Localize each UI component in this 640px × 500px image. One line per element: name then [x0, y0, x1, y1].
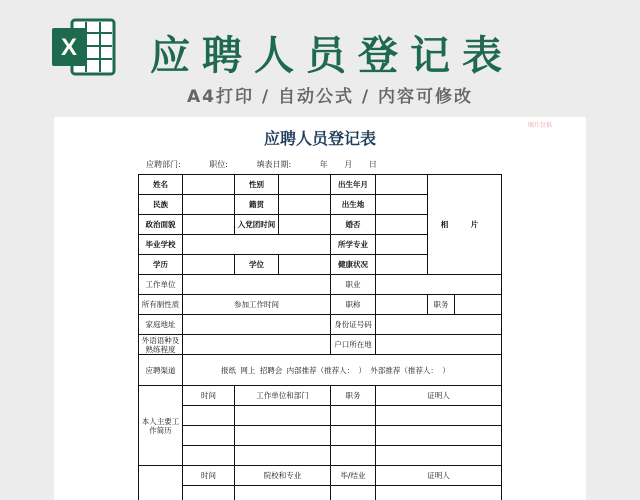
label-education-history: [139, 466, 183, 500]
field-health[interactable]: [376, 255, 428, 275]
meta-month: 月: [344, 160, 353, 169]
wh-cell[interactable]: [235, 406, 331, 426]
label-marital: 婚否: [331, 215, 376, 235]
label-name: 姓名: [139, 175, 183, 195]
wh-header-unit: 工作单位和部门: [235, 386, 331, 406]
banner-title: 应聘人员登记表: [150, 33, 514, 79]
label-ethnicity: 民族: [139, 195, 183, 215]
wh-cell[interactable]: [376, 406, 502, 426]
label-language: 外语语种及熟练程度: [139, 335, 183, 355]
channel-options[interactable]: 报纸 网上 招聘会 内部推荐（推荐人： ） 外部推荐（推荐人： ）: [183, 355, 502, 386]
wh-cell[interactable]: [376, 446, 502, 466]
wh-header-duty: 职务: [331, 386, 376, 406]
label-party-time: 入党团时间: [235, 215, 279, 235]
label-birth: 出生年月: [331, 175, 376, 195]
wh-cell[interactable]: [376, 426, 502, 446]
label-education: 学历: [139, 255, 183, 275]
label-birthplace: 出生地: [331, 195, 376, 215]
label-work-history: 本人主要工作简历: [139, 386, 183, 466]
wh-cell[interactable]: [331, 446, 376, 466]
wh-header-witness: 证明人: [376, 386, 502, 406]
ed-header-school: 院校和专业: [235, 466, 331, 486]
banner-subtitle: A4打印 / 自动公式 / 内容可修改: [186, 87, 474, 107]
field-duty[interactable]: [455, 295, 502, 315]
label-employer: 工作单位: [139, 275, 183, 295]
field-ethnicity[interactable]: [183, 195, 235, 215]
field-name[interactable]: [183, 175, 235, 195]
meta-dept: 应聘部门:: [146, 160, 181, 169]
field-occupation[interactable]: [376, 275, 502, 295]
field-title[interactable]: [376, 295, 428, 315]
label-address: 家庭地址: [139, 315, 183, 335]
field-hukou[interactable]: [376, 335, 502, 355]
wh-cell[interactable]: [183, 446, 235, 466]
registration-form: [138, 174, 502, 500]
field-major[interactable]: [376, 235, 428, 255]
banner: [0, 0, 640, 118]
field-employer[interactable]: [183, 275, 331, 295]
field-degree[interactable]: [279, 255, 331, 275]
field-party-time[interactable]: [279, 215, 331, 235]
ed-header-witness: 证明人: [376, 466, 502, 486]
wh-cell[interactable]: [183, 406, 235, 426]
field-birth[interactable]: [376, 175, 428, 195]
field-marital[interactable]: [376, 215, 428, 235]
photo-box[interactable]: 相 片: [428, 175, 502, 275]
label-duty: 职务: [428, 295, 455, 315]
label-major: 所学专业: [331, 235, 376, 255]
meta-position: 职位:: [209, 160, 228, 169]
meta-date: 填表日期:: [256, 160, 292, 169]
ed-cell[interactable]: [183, 486, 235, 500]
label-title: 职称: [331, 295, 376, 315]
excel-logo-letter: X: [60, 34, 78, 61]
label-native: 籍贯: [235, 195, 279, 215]
wh-cell[interactable]: [331, 426, 376, 446]
wh-cell[interactable]: [183, 426, 235, 446]
field-education[interactable]: [183, 255, 235, 275]
label-political: 政治面貌: [139, 215, 183, 235]
label-gender: 性别: [235, 175, 279, 195]
label-degree: 学位: [235, 255, 279, 275]
excel-icon: [50, 18, 116, 76]
wh-cell[interactable]: [235, 446, 331, 466]
label-hukou: 户口所在地: [331, 335, 376, 355]
ed-cell[interactable]: [331, 486, 376, 500]
wh-cell[interactable]: [331, 406, 376, 426]
label-work-start: 参加工作时间: [183, 295, 331, 315]
wh-cell[interactable]: [235, 426, 331, 446]
label-ownership: 所有制性质: [139, 295, 183, 315]
ed-header-time: 时间: [183, 466, 235, 486]
label-school: 毕业学校: [139, 235, 183, 255]
field-birthplace[interactable]: [376, 195, 428, 215]
ed-cell[interactable]: [376, 486, 502, 500]
field-address[interactable]: [183, 315, 331, 335]
field-school[interactable]: [183, 235, 331, 255]
ed-cell[interactable]: [235, 486, 331, 500]
form-meta-line: [146, 159, 391, 170]
document-title: 应聘人员登记表: [263, 129, 376, 148]
document-page: [54, 117, 586, 500]
field-gender[interactable]: [279, 175, 331, 195]
label-occupation: 职业: [331, 275, 376, 295]
ed-header-grad: 毕/结业: [331, 466, 376, 486]
field-id-no[interactable]: [376, 315, 502, 335]
label-health: 健康状况: [331, 255, 376, 275]
wh-header-time: 时间: [183, 386, 235, 406]
label-channel: 应聘渠道: [139, 355, 183, 386]
field-political[interactable]: [183, 215, 235, 235]
meta-year: 年: [319, 160, 328, 169]
label-id-no: 身份证号码: [331, 315, 376, 335]
field-language[interactable]: [183, 335, 331, 355]
watermark: 图片仅供: [527, 122, 552, 129]
meta-day: 日: [368, 160, 377, 169]
field-native[interactable]: [279, 195, 331, 215]
